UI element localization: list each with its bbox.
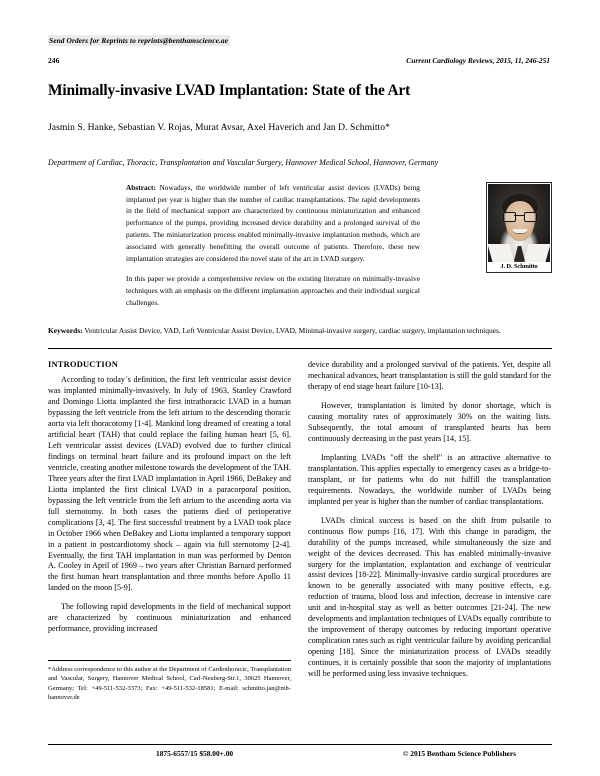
abstract-text-column <box>48 182 420 309</box>
abstract-body-1: Nowadays, the worldwide number of left ventricular assist devices (LVADs) being implanted per year is higher than the number of cardiac transplantations. The rapid developments in the field of mechanical support are characterized by continuous miniaturization and enhanced performance of the pumps, providing increased device durability and a prolonged survival of the patients. The miniaturization process enabled minimally-invasive implantation methods, which are associated with generally benefitting the overall outcome of patients. Therefore, these new implantation strategies are considered the novel state of the art in LVAD surgery. <box>126 182 420 263</box>
journal-reference: Current Cardiology Reviews, 2015, 11, 246-251 <box>406 56 550 65</box>
footnote-section <box>48 660 291 702</box>
portrait-glasses-left-icon <box>503 212 516 222</box>
journal-header-line <box>48 56 552 65</box>
correspondence-footnote: *Address correspondence to this author at the Department of Cardiothoracic, Transplantation and Vascular, Surgery, Hannover Medical School, Carl-Neuberg-Str.1, 30625 Hannover, Germany; Tel: +49-511-532-3373; Fax: +49-511-532-18581; E-mail: schmitto.jan@mh-hannover.de <box>48 666 291 702</box>
footer-row <box>48 749 552 758</box>
paragraph: However, transplantation is limited by donor shortage, which is causing mortality rates of approximately 30% on the waiting lists. Subsequently, the total amount of transplanted hearts has been continuously decreasing in the past years [14, 15]. <box>308 401 551 443</box>
article-title: Minimally-invasive LVAD Implantation: State of the Art <box>48 82 411 99</box>
issn-price-text: 1875-6557/15 $58.00+.00 <box>156 749 234 758</box>
paragraph: According to today´s definition, the first left ventricular assist device was implanted minimally-invasively. In July of 1963, Stanley Crawford and Domingo Liotta implanted the first intrathoracic LVAD in a human bypassing the left ventricle from the left atrium to the descending thoracic aorta via left thoracotomy [1-4]. Mankind long dreamed of creating a total artificial heart (TAH) that could replace the failing human heart [5, 6]. Left ventricular assist devices (LVAD) evolved due to further clinical findings on terminal heart failure and its profound impact on the left ventricle, creating another milestone towards the development of the TAH. Three years after the first LVAD implantation in April 1966, DeBakey and Liotta implanted the first clinical LVAD in a paracorporal position, bypassing the left ventricle from the left atrium to the ascending aorta via full sternotomy. In both cases the patients died of perioperative complications [3, 4]. The first successful treatment by a LVAD took place in October 1966 when DeBakey and Liotta implanted a temporary support in a patient in postcardiotomy shock – again via full sternotomy [2-4]. Eventually, the first TAH implantation in man was performed by Denton A. Cooley in April of 1969 – two years after Christian Barnard performed the first human heart transplantation and three months before Apollo 11 landed on the moon [5-9]. <box>48 375 291 593</box>
footer-divider-rule <box>48 744 552 745</box>
reprint-notice-text: Send Orders for Reprints to reprints@benthamscience.ae <box>49 36 229 45</box>
footnote-divider-rule <box>48 660 291 661</box>
paragraph: The following rapid developments in the field of mechanical support are characterized by continuous miniaturization and enhanced performance, providing increased <box>48 602 291 634</box>
paragraph: Implanting LVADs "off the shelf" is an attractive alternative to transplantation. This applies especially to emergency cases as a bridge-to-transplant, or for patients who do not fulfill the transplantation requirements. Nowadays, the worldwide number of LVADs being implanted per year is higher than the number of cardiac transplantations. <box>308 452 551 506</box>
section-heading-introduction: INTRODUCTION <box>48 360 119 370</box>
keywords-text: Ventricular Assist Device, VAD, Left Ventricular Assist Device, LVAD, Minimal-invasive surgery, cardiac surgery, implantation techniques. <box>82 325 501 335</box>
author-affiliation: Department of Cardiac, Thoracic, Transplantation and Vascular Surgery, Hannover Medical School, Hannover, Germany <box>48 158 439 168</box>
copyright-text: © 2015 Bentham Science Publishers <box>402 749 516 758</box>
abstract-paragraph-2: In this paper we provide a comprehensive review on the existing literature on minimally-invasive techniques with an emphasis on the different implantation approaches and their individual surgical challenges. <box>126 274 420 307</box>
abstract-paragraph-1 <box>126 182 420 265</box>
paragraph: LVADs clinical success is based on the shift from pulsatile to continuous flow pumps [16, 17]. With this change in paradigm, the durability of the pumps increased, while simultaneously the size and weight of the devices decreased. This has enabled minimally-invasive surgery for the implantation, explantation and exchange of ventricular assist devices [18-22]. Minimally-invasive cardio surgical procedures are known to be generally associated with many positive effects, e.g. reduction of trauma, blood loss and infection, decrease in intensive care unit and in-hospital stay as well as better outcomes [21-24]. The new developments and implantation techniques of LVADs equally contribute to the improvement of therapy outcomes by reducing important operative complication rates such as right ventricular failure by avoiding pericardial opening [18]. Since the miniaturization process of LVADs steadily continues, it is certainly possible that soon the majority of implantations will be performed using less invasive techniques. <box>308 515 551 679</box>
portrait-glasses-right-icon <box>524 212 537 222</box>
paragraph: device durability and a prolonged survival of the patients. Yet, despite all mechanical advances, heart transplantation is still the gold standard for the therapy of end stage heart failure [10-13]. <box>308 360 551 392</box>
left-column <box>48 360 291 678</box>
portrait-collar-right <box>523 244 550 262</box>
author-list: Jasmin S. Hanke, Sebastian V. Rojas, Murat Avsar, Axel Haverich and Jan D. Schmitto* <box>48 122 390 134</box>
right-column <box>308 360 551 688</box>
abstract-section <box>48 182 552 309</box>
author-photo-caption: J. D. Schmitto <box>488 262 550 271</box>
keywords-section <box>48 325 552 336</box>
portrait-smile <box>512 229 528 234</box>
portrait-glasses-bridge <box>514 215 524 216</box>
abstract-label: Abstract: <box>126 182 156 192</box>
page-footer <box>48 744 552 758</box>
reprint-notice-bar <box>48 30 552 48</box>
body-columns <box>48 360 552 688</box>
keywords-label: Keywords: <box>48 325 83 335</box>
page-folio-number: 246 <box>48 56 60 65</box>
author-photo-box <box>486 182 552 273</box>
author-portrait-image <box>488 184 550 262</box>
header-divider-rule <box>48 348 552 349</box>
